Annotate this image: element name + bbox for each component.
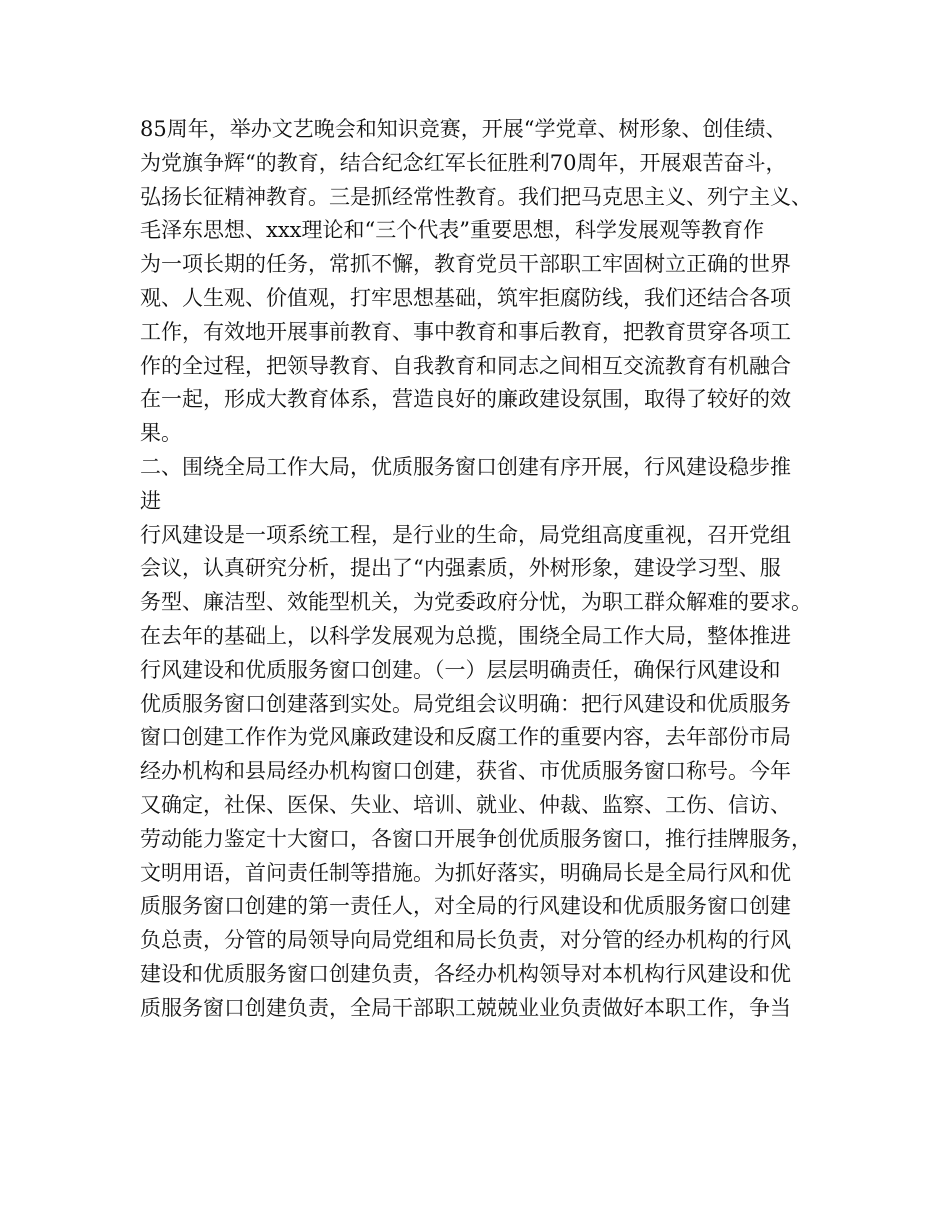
text-line: 85周年，举办文艺晚会和知识竞赛，开展“学党章、树形象、创佳绩、: [140, 117, 787, 141]
text-line: 观、人生观、价值观，打牢思想基础，筑牢拒腐防线，我们还结合各项: [140, 285, 791, 310]
text-line: 毛泽东思想、xxx理论和“三个代表”重要思想，科学发展观等教育作: [140, 218, 764, 243]
text-line: 质服务窗口创建负责，全局干部职工兢兢业业负责做好本职工作，争当: [140, 995, 791, 1020]
text-line: 果。: [140, 421, 182, 446]
text-line: 优质服务窗口创建落到实处。局党组会议明确：把行风建设和优质服务: [140, 691, 791, 716]
text-line: 作的全过程，把领导教育、自我教育和同志之间相互交流教育有机融合: [140, 353, 791, 378]
text-line: 行风建设和优质服务窗口创建。（一）层层明确责任，确保行风建设和: [140, 657, 781, 682]
section-heading-line: 二、围绕全局工作大局，优质服务窗口创建有序开展，行风建设稳步推: [140, 454, 791, 479]
text-line: 又确定，社保、医保、失业、培训、就业、仲裁、监察、工伤、信访、: [140, 792, 791, 817]
text-line: 建设和优质服务窗口创建负责，各经办机构领导对本机构行风建设和优: [140, 961, 791, 986]
text-line: 经办机构和县局经办机构窗口创建，获省、市优质服务窗口称号。今年: [140, 759, 791, 784]
section-heading-line: 进: [140, 488, 161, 513]
text-line: 窗口创建工作作为党风廉政建设和反腐工作的重要内容，去年部份市局: [140, 725, 791, 750]
text-line: 为一项长期的任务，常抓不懈，教育党员干部职工牢固树立正确的世界: [140, 252, 791, 277]
text-line: 务型、廉洁型、效能型机关，为党委政府分忧，为职工群众解难的要求。: [140, 590, 812, 615]
text-line: 质服务窗口创建的第一责任人，对全局的行风建设和优质服务窗口创建: [140, 894, 791, 919]
text-line: 在一起，形成大教育体系，营造良好的廉政建设氛围，取得了较好的效: [140, 387, 791, 412]
text-line: 为党旗争辉“的教育，结合纪念红军长征胜利70周年，开展艰苦奋斗，: [140, 150, 787, 175]
text-line: 会议，认真研究分析，提出了“内强素质，外树形象，建设学习型、服: [140, 556, 781, 581]
text-line: 文明用语，首问责任制等措施。为抓好落实，明确局长是全局行风和优: [140, 860, 791, 885]
body-text: [140, 113, 820, 1026]
text-line: 工作，有效地开展事前教育、事中教育和事后教育，把教育贯穿各项工: [140, 319, 791, 344]
text-line: 劳动能力鉴定十大窗口，各窗口开展争创优质服务窗口，推行挂牌服务，: [140, 826, 812, 851]
text-line: 负总责，分管的局领导向局党组和局长负责，对分管的经办机构的行风: [140, 928, 791, 953]
text-line: 弘扬长征精神教育。三是抓经常性教育。我们把马克思主义、列宁主义、: [140, 184, 812, 209]
text-line: 在去年的基础上，以科学发展观为总揽，围绕全局工作大局，整体推进: [140, 623, 791, 648]
text-line: 行风建设是一项系统工程，是行业的生命，局党组高度重视，召开党组: [140, 522, 791, 547]
